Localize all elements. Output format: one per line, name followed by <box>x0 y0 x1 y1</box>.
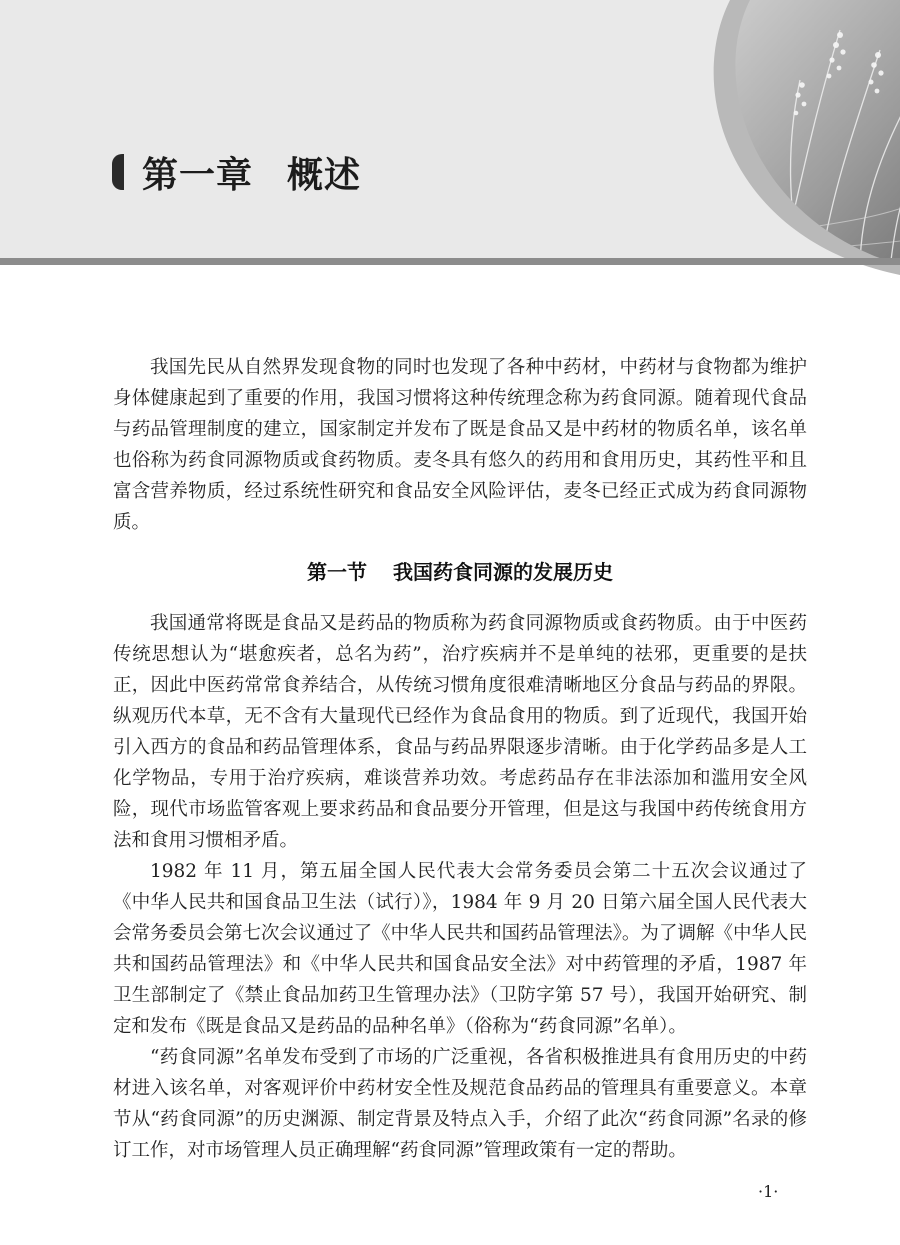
half-round-marker-icon <box>112 154 124 190</box>
section-number: 第一节 <box>307 560 367 584</box>
section-paragraph-1: 我国通常将既是食品又是药品的物质称为药食同源物质或食药物质。由于中医药传统思想认为“堪愈疾者，总名为药”，治疗疾病并不是单纯的祛邪，更重要的是扶正，因此中医药常常食养结合，从传统习惯角度很难清晰地区分食品与药品的界限。纵观历代本草，无不含有大量现代已经作为食品食用的物质。到了近现代，我国开始引入西方的食品和药品管理体系，食品与药品界限逐步清晰。由于化学药品多是人工化学物品，专用于治疗疾病，难谈营养功效。考虑药品存在非法添加和滥用安全风险，现代市场监管客观上要求药品和食品要分开管理，但是这与我国中药传统食用方法和食用习惯相矛盾。 <box>113 613 807 851</box>
chapter-number: 第一章 <box>142 153 254 196</box>
section-paragraph-3: “药食同源”名单发布受到了市场的广泛重视，各省积极推进具有食用历史的中药材进入该名单，对客观评价中药材安全性及规范食品药品的管理具有重要意义。本章节从“药食同源”的历史渊源、制定背景及特点入手，介绍了此次“药食同源”名录的修订工作，对市场管理人员正确理解“药食同源”管理政策有一定的帮助。 <box>113 1047 807 1161</box>
chapter-title <box>112 142 361 202</box>
intro-paragraph: 我国先民从自然界发现食物的同时也发现了各种中药材，中药材与食物都为维护身体健康起到了重要的作用，我国习惯将这种传统理念称为药食同源。随着现代食品与药品管理制度的建立，国家制定并发布了既是食品又是中药材的物质名单，该名单也俗称为药食同源物质或食药物质。麦冬具有悠久的药用和食用历史，其药性平和且富含营养物质，经过系统性研究和食品安全风险评估，麦冬已经正式成为药食同源物质。 <box>113 357 807 533</box>
chapter-name: 概述 <box>287 153 362 196</box>
section-heading <box>113 558 807 586</box>
section-paragraph-2: 1982 年 11 月，第五届全国人民代表大会常务委员会第二十五次会议通过了《中华人民共和国食品卫生法（试行）》，1984 年 9 月 20 日第六届全国人民代表大会常务委员会第七次会议通过了《中华人民共和国药品管理法》。为了调解《中华人民共和国药品管理法》和《中华人民共和国食品安全法》对中药管理的矛盾，1987 年卫生部制定了《禁止食品加药卫生管理办法》（卫防字第 57 号），我国开始研究、制定和发布《既是食品又是药品的品种名单》（俗称为“药食同源”名单）。 <box>113 861 807 1037</box>
flower-photo-arc <box>690 0 900 280</box>
section-title: 我国药食同源的发展历史 <box>393 560 613 584</box>
page-body <box>113 352 807 1166</box>
page-number: ·1· <box>758 1182 779 1201</box>
chapter-header-rule <box>0 258 900 265</box>
